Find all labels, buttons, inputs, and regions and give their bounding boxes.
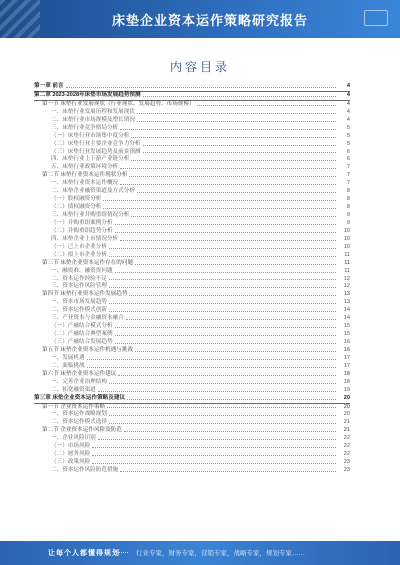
toc-leader-dots [109, 286, 336, 288]
toc-leader-dots [143, 144, 336, 146]
toc-entry-level-3[interactable] [34, 331, 350, 339]
toc-entry-text: （二）床垫行业主要企业竞争力分析 [51, 140, 141, 147]
toc-entry-text: 第一章 前言 [34, 83, 64, 89]
toc-leader-dots [115, 223, 336, 225]
toc-entry-text: 二、床垫企业融资渠道及方式分析 [51, 188, 135, 195]
toc-entry-level-3[interactable] [34, 133, 350, 141]
toc-entry-level-3[interactable] [34, 443, 350, 451]
toc-leader-dots [109, 310, 336, 312]
toc-page-number: 6 [346, 148, 350, 155]
toc-entry-text: 第一节 企业资本运作策略 [42, 403, 106, 410]
toc-entry-level-3[interactable] [34, 387, 350, 395]
toc-leader-dots [124, 430, 336, 432]
report-footer [0, 541, 400, 565]
toc-entry-text: 二、资本运作风险防范措施 [51, 467, 119, 473]
toc-entry-text: 三、床垫行业并购重组情况分析 [51, 212, 130, 218]
toc-entry-level-3[interactable] [34, 435, 350, 443]
toc-entry-text: 第四节 床垫行业资本运作发展趋势 [42, 291, 128, 298]
toc-entry-text: 三、资本运作风险管理 [51, 283, 107, 290]
toc-page-number: 22 [343, 435, 350, 442]
toc-leader-dots [109, 278, 336, 280]
toc-leader-dots [137, 120, 336, 122]
toc-leader-dots [129, 294, 336, 296]
toc-entry-level-2[interactable] [34, 347, 350, 355]
toc-page-number: 23 [343, 467, 350, 473]
toc-leader-dots [98, 438, 336, 440]
toc-entry-text: 第六节 床垫企业资本运作建议 [42, 370, 117, 377]
toc-leader-dots [120, 167, 336, 169]
toc-entry-text: （一）床垫行业市场集中度分析 [51, 132, 130, 139]
header-stripe-decoration [0, 0, 40, 38]
toc-page-number: 7 [346, 180, 350, 187]
toc-entry-text: 一、企业风险识别 [51, 435, 96, 442]
toc-entry-level-3[interactable] [34, 323, 350, 331]
toc-page-number: 10 [343, 235, 350, 242]
toc-entry-text: 一、资本运作战略规划 [51, 411, 107, 418]
toc-page-number: 8 [346, 196, 350, 203]
toc-page-number: 23 [343, 459, 350, 466]
toc-page-number: 10 [343, 227, 350, 234]
toc-leader-dots [92, 454, 336, 456]
toc-entry-level-3[interactable] [34, 252, 350, 260]
toc-leader-dots [131, 136, 336, 138]
toc-leader-dots [109, 302, 336, 304]
toc-page-number: 15 [343, 331, 350, 338]
toc-page-number: 16 [343, 346, 350, 353]
toc-entry-level-3[interactable] [34, 363, 350, 371]
toc-entry-text: 一、资本市场发展趋势 [51, 299, 107, 306]
toc-entry-text: 第三章 床垫企业资本运作策略及建议 [34, 394, 126, 401]
toc-entry-text: 二、床垫行业市场规模及增长情况 [51, 116, 135, 123]
toc-page-number: 12 [343, 283, 350, 290]
toc-entry-level-3[interactable] [34, 204, 350, 212]
toc-page-number: 4 [346, 100, 350, 107]
toc-entry-level-3[interactable] [34, 188, 350, 196]
toc-leader-dots [109, 247, 336, 249]
toc-entry-level-2[interactable] [34, 260, 350, 268]
toc-page-number: 6 [346, 156, 350, 163]
toc-entry-text: 二、资本运作模式创新 [51, 307, 107, 314]
footer-tags: 行业专家，财务专家，营销专家，战略专家，规划专家…… [136, 550, 305, 557]
toc-entry-text: （一）并购重组案例分析 [51, 219, 113, 226]
toc-page-number: 7 [346, 164, 350, 171]
toc-leader-dots [115, 342, 336, 344]
toc-leader-dots [137, 191, 336, 193]
toc-entry-level-3[interactable] [34, 451, 350, 459]
toc-page-number: 20 [343, 411, 350, 418]
toc-entry-level-3[interactable] [34, 109, 350, 117]
toc-entry-level-3[interactable] [34, 355, 350, 363]
toc-leader-dots [197, 104, 336, 106]
toc-entry-level-3[interactable] [34, 236, 350, 244]
toc-page-number: 5 [346, 140, 350, 147]
toc-entry-text: （一）市场风险 [51, 443, 91, 450]
toc-page-number: 5 [346, 132, 350, 139]
toc-leader-dots [87, 366, 336, 368]
toc-entry-level-3[interactable] [34, 467, 350, 475]
footer-slogan: 让每个人都懂得规划 [48, 550, 120, 557]
toc-leader-dots [98, 390, 336, 392]
toc-leader-dots [120, 183, 336, 185]
toc-leader-dots [92, 462, 336, 464]
table-of-contents [34, 83, 350, 473]
toc-page-number: 22 [343, 443, 350, 450]
toc-page-number: 11 [344, 259, 350, 266]
toc-entry-text: 二、面临挑战 [51, 362, 85, 369]
toc-page-number: 11 [344, 251, 350, 258]
toc-entry-level-3[interactable] [34, 268, 350, 276]
toc-entry-level-3[interactable] [34, 125, 350, 133]
toc-page-number: 21 [343, 427, 350, 434]
report-title: 床垫企业资本运作策略研究报告 [112, 13, 309, 28]
toc-entry-text: （二）财务风险 [51, 451, 91, 458]
toc-page-number: 9 [346, 212, 350, 218]
toc-entry-level-3[interactable] [34, 228, 350, 236]
toc-entry-level-3[interactable] [34, 180, 350, 188]
toc-entry-text: 一、发展机遇 [51, 354, 85, 361]
toc-leader-dots [109, 414, 336, 416]
toc-page-number: 11 [344, 267, 350, 274]
toc-entry-level-2[interactable] [34, 371, 350, 379]
toc-page-number: 20 [343, 403, 350, 410]
toc-entry-text: 五、床垫行业政策环境分析 [51, 164, 119, 171]
toc-entry-level-3[interactable] [34, 459, 350, 467]
toc-entry-level-3[interactable] [34, 244, 350, 252]
toc-entry-text: 一、床垫行业资本运作概况 [51, 180, 119, 187]
toc-entry-level-1[interactable] [34, 83, 350, 92]
toc-leader-dots [126, 318, 336, 320]
toc-entry-text: （二）产融结合典型案例 [51, 331, 113, 338]
toc-page-number: 22 [343, 451, 350, 458]
toc-entry-text: （一）股权融资分析 [51, 196, 102, 203]
toc-entry-text: （二）并购重组趋势分析 [51, 227, 113, 234]
toc-page-number: 7 [346, 172, 350, 179]
toc-page-number: 8 [346, 188, 350, 195]
toc-entry-text: （一）产融结合模式分析 [51, 323, 113, 330]
toc-page-number: 4 [346, 83, 350, 89]
toc-page-number: 4 [346, 91, 350, 98]
toc-entry-text: 一、融资难、融资贵问题 [51, 267, 113, 274]
toc-entry-level-3[interactable] [34, 117, 350, 125]
toc-page-number: 12 [343, 275, 350, 282]
toc-page-number: 13 [343, 291, 350, 298]
toc-leader-dots [118, 374, 336, 376]
toc-entry-text: 第三节 床垫企业资本运作存在的问题 [42, 259, 134, 266]
toc-leader-dots [143, 151, 336, 153]
toc-leader-dots [107, 406, 336, 408]
toc-leader-dots [109, 382, 336, 384]
toc-leader-dots [120, 470, 336, 472]
toc-page-number: 14 [343, 315, 350, 322]
toc-entry-text: 二、拓宽融资渠道 [51, 386, 96, 393]
toc-entry-text: 二、资本运作经验不足 [51, 275, 107, 282]
toc-heading: 内容目录 [169, 60, 230, 74]
toc-entry-text: 一、床垫行业发展历程和发展现状 [51, 108, 135, 115]
toc-page-number: 20 [343, 394, 350, 401]
toc-page-number: 9 [346, 219, 350, 226]
toc-page-number: 8 [346, 204, 350, 211]
toc-page-number: 18 [343, 378, 350, 385]
toc-leader-dots [129, 175, 336, 177]
toc-leader-dots [135, 350, 336, 352]
toc-entry-level-3[interactable] [34, 141, 350, 149]
toc-page-number: 16 [343, 339, 350, 345]
toc-leader-dots [92, 446, 336, 448]
toc-page-number: 13 [343, 299, 350, 306]
toc-leader-dots [115, 326, 336, 328]
toc-leader-dots [143, 95, 336, 97]
toc-entry-text: （三）政策风险 [51, 459, 91, 466]
toc-entry-text: 第五节 床垫企业资本运作机遇与挑战 [42, 346, 134, 353]
toc-entry-level-3[interactable] [34, 212, 350, 220]
toc-leader-dots [103, 207, 336, 209]
toc-entry-level-3[interactable] [34, 220, 350, 228]
toc-page-number: 4 [346, 108, 350, 115]
toc-entry-text: 四、床垫企业上市情况分析 [51, 235, 119, 242]
toc-entry-text: 一、完善企业治理结构 [51, 378, 107, 385]
toc-entry-level-3[interactable] [34, 196, 350, 204]
toc-leader-dots [115, 334, 336, 336]
header-badge-decoration [364, 10, 388, 26]
toc-leader-dots [127, 398, 336, 400]
toc-entry-level-1[interactable] [34, 92, 350, 101]
toc-leader-dots [103, 199, 336, 201]
toc-entry-text: 第二章 2023-2028年床垫市场发展趋势预测 [34, 91, 141, 98]
toc-entry-level-3[interactable] [34, 307, 350, 315]
toc-page-number: 5 [346, 124, 350, 131]
toc-entry-text: 第一节 床垫行业发展现状（行业现状、发展趋势、市场规模） [42, 100, 195, 107]
toc-entry-text: （二）债权融资分析 [51, 204, 102, 211]
toc-leader-dots [135, 263, 336, 265]
toc-entry-text: （三）产融结合发展趋势 [51, 339, 113, 345]
toc-leader-dots [87, 358, 336, 360]
toc-leader-dots [109, 422, 336, 424]
toc-entry-level-3[interactable] [34, 379, 350, 387]
toc-leader-dots [109, 255, 336, 257]
toc-entry-text: （三）床垫行业发展趋势及前景预测 [51, 148, 141, 155]
toc-leader-dots [115, 271, 336, 273]
toc-page-number: 21 [343, 419, 350, 426]
toc-page-number: 14 [343, 307, 350, 314]
toc-entry-text: （二）拟上市企业分析 [51, 251, 107, 258]
toc-entry-text: 第二节 企业资本运作风险及防范 [42, 427, 122, 434]
toc-page-number: 4 [346, 116, 350, 123]
footer-divider [118, 552, 128, 554]
report-header [0, 0, 400, 38]
toc-entry-level-1[interactable] [34, 395, 350, 404]
toc-leader-dots [120, 239, 336, 241]
toc-entry-text: 四、床垫行业上下游产业链分析 [51, 156, 130, 163]
toc-leader-dots [66, 86, 336, 88]
toc-leader-dots [131, 215, 336, 217]
toc-page-number: 15 [343, 323, 350, 330]
toc-entry-text: 三、产业资本与金融资本融合 [51, 315, 124, 322]
toc-entry-text: 二、资本运作模式选择 [51, 419, 107, 426]
toc-leader-dots [137, 112, 336, 114]
toc-entry-level-2[interactable] [34, 101, 350, 109]
toc-page-number: 18 [343, 370, 350, 377]
toc-leader-dots [120, 128, 336, 130]
toc-entry-level-3[interactable] [34, 339, 350, 347]
toc-entry-text: （一）已上市企业分析 [51, 243, 107, 250]
toc-leader-dots [131, 159, 336, 161]
toc-page-number: 19 [343, 386, 350, 393]
toc-leader-dots [115, 231, 336, 233]
toc-entry-text: 三、床垫行业竞争格局分析 [51, 124, 119, 131]
toc-entry-text: 第二节 床垫行业资本运作现状分析 [42, 172, 128, 179]
toc-page-number: 17 [343, 354, 350, 361]
toc-entry-level-3[interactable] [34, 315, 350, 323]
toc-page-number: 10 [343, 243, 350, 250]
toc-page-number: 17 [343, 362, 350, 369]
